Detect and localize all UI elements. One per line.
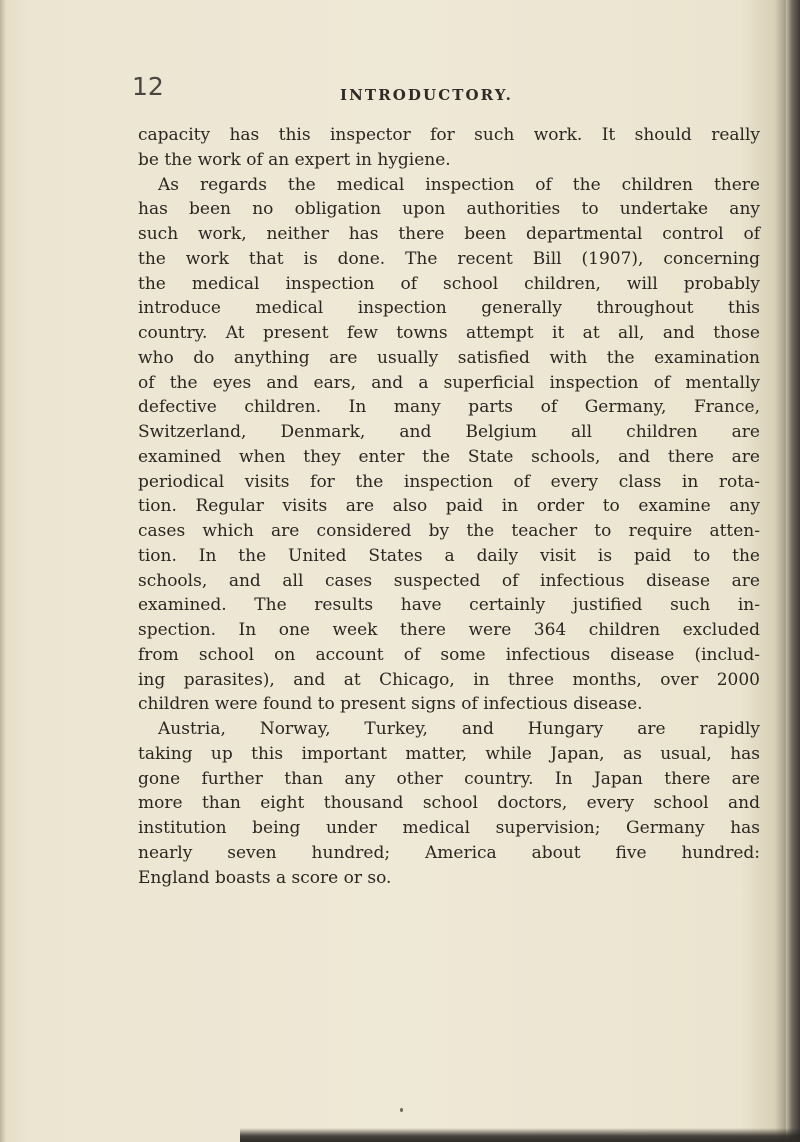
text-line: introduce medical inspection generally throughout this bbox=[138, 298, 760, 319]
text-line: Austria, Norway, Turkey, and Hungary are rapidly bbox=[158, 719, 760, 739]
page-bottom-shadow bbox=[240, 1128, 800, 1142]
text-line: who do anything are usually satisfied with the examination bbox=[138, 347, 760, 368]
text-line: capacity has this inspector for such work. It should really bbox=[138, 125, 760, 145]
text-line: children were found to present signs of infectious disease. bbox=[138, 694, 643, 715]
text-line: from school on account of some infectious disease (includ- bbox=[138, 644, 760, 665]
text-line: England boasts a score or so. bbox=[138, 867, 392, 888]
text-line: nearly seven hundred; America about five hundred: bbox=[138, 842, 760, 863]
text-line: Switzerland, Denmark, and Belgium all children are bbox=[138, 422, 760, 442]
text-line: ing parasites), and at Chicago, in three months, over 2000 bbox=[138, 669, 760, 690]
text-line: be the work of an expert in hygiene. bbox=[138, 149, 451, 170]
text-line: the work that is done. The recent Bill (1907), concerning bbox=[138, 248, 760, 269]
text-line: such work, neither has there been departmental control of bbox=[138, 224, 760, 244]
text-line: examined. The results have certainly justified such in- bbox=[138, 595, 760, 616]
text-line: cases which are considered by the teacher to require atten- bbox=[138, 521, 760, 541]
ink-speck bbox=[400, 1108, 403, 1112]
book-spine-shadow bbox=[786, 0, 800, 1142]
text-line: schools, and all cases suspected of infectious disease are bbox=[138, 570, 760, 591]
text-line: taking up this important matter, while Japan, as usual, has bbox=[138, 743, 760, 764]
text-line: has been no obligation upon authorities to undertake any bbox=[138, 199, 760, 220]
text-line: more than eight thousand school doctors, every school and bbox=[138, 793, 760, 814]
page-left-edge bbox=[0, 0, 6, 1142]
text-line: of the eyes and ears, and a superficial inspection of mentally bbox=[138, 372, 760, 393]
text-line: As regards the medical inspection of the children there bbox=[158, 174, 760, 195]
text-line: periodical visits for the inspection of every class in rota- bbox=[138, 471, 760, 492]
text-line: spection. In one week there were 364 children excluded bbox=[138, 620, 760, 640]
text-line: examined when they enter the State schools, and there are bbox=[138, 446, 760, 467]
text-line: country. At present few towns attempt it at all, and those bbox=[138, 323, 760, 343]
text-line: tion. Regular visits are also paid in order to examine any bbox=[138, 496, 760, 517]
page-number: 12 bbox=[132, 72, 164, 101]
body-text bbox=[138, 123, 760, 890]
text-line: institution being under medical supervision; Germany has bbox=[138, 818, 760, 838]
text-line: gone further than any other country. In Japan there are bbox=[138, 768, 760, 789]
running-head: INTRODUCTORY. bbox=[340, 86, 513, 104]
text-line: defective children. In many parts of Germany, France, bbox=[138, 397, 760, 418]
text-line: the medical inspection of school children, will probably bbox=[138, 273, 760, 294]
text-line: tion. In the United States a daily visit is paid to the bbox=[138, 545, 760, 566]
